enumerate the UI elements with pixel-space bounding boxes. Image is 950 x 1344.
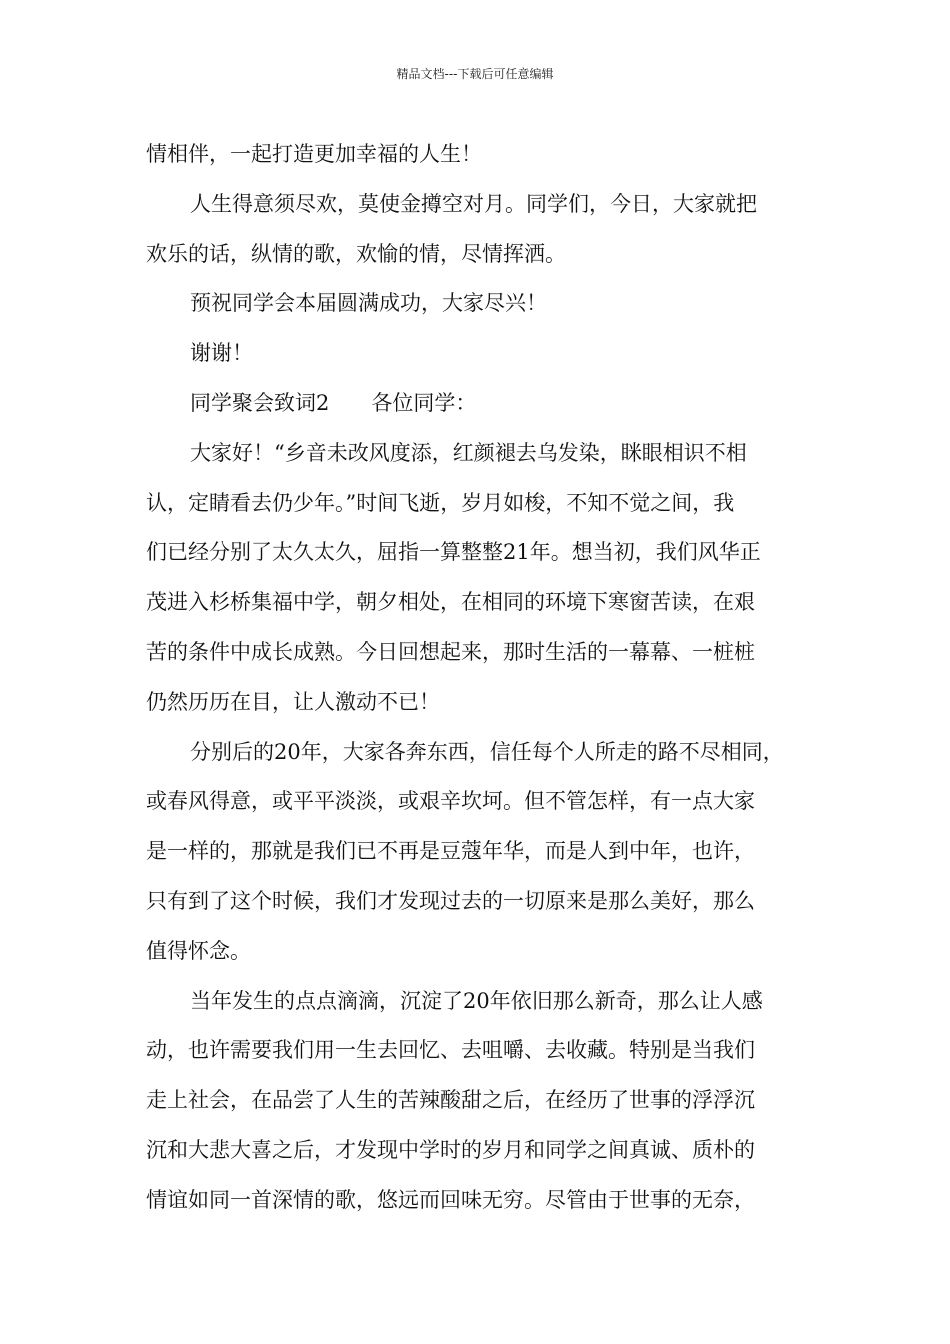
page-header: 精品文档---下载后可任意编辑 (396, 67, 554, 81)
text-line: 谢谢！ (190, 341, 253, 366)
text-line: 情谊如同一首深情的歌，悠远而回味无穷。尽管由于世事的无奈， (146, 1187, 755, 1212)
text-line: 苦的条件中成长成熟。今日回想起来，那时生活的一幕幕、一桩桩 (146, 639, 755, 664)
text-line: 欢乐的话，纵情的歌，欢愉的情，尽情挥洒。 (146, 241, 566, 266)
text-line: 认，定睛看去仍少年。”时间飞逝，岁月如梭，不知不觉之间，我 (146, 490, 735, 515)
text-line: 是一样的，那就是我们已不再是豆蔻年华，而是人到中年，也许， (146, 839, 755, 864)
text-line: 同学聚会致词2 各位同学： (190, 390, 477, 415)
text-line: 茂进入杉桥集福中学，朝夕相处，在相同的环境下寒窗苦读，在艰 (146, 590, 755, 615)
text-line: 只有到了这个时候，我们才发现过去的一切原来是那么美好，那么 (146, 888, 755, 913)
text-line: 情相伴，一起打造更加幸福的人生！ (146, 142, 482, 166)
text-line: 值得怀念。 (146, 938, 251, 963)
text-line: 仍然历历在目，让人激动不已！ (146, 689, 440, 714)
text-line: 们已经分别了太久太久，屈指一算整整21年。想当初，我们风华正 (146, 540, 761, 565)
text-line: 大家好！“乡音未改风度添，红颜褪去乌发染，眯眼相识不相 (190, 440, 747, 465)
document-body (146, 130, 836, 1226)
text-line: 分别后的20年，大家各奔东西，信任每个人所走的路不尽相同， (190, 739, 784, 764)
text-line: 当年发生的点点滴滴，沉淀了20年依旧那么新奇，那么让人感 (190, 988, 763, 1013)
text-line: 沉和大悲大喜之后，才发现中学时的岁月和同学之间真诚、质朴的 (146, 1137, 755, 1162)
text-line: 动，也许需要我们用一生去回忆、去咀嚼、去收藏。特别是当我们 (146, 1038, 755, 1063)
text-line: 或春风得意，或平平淡淡，或艰辛坎坷。但不管怎样，有一点大家 (146, 789, 755, 814)
text-line: 预祝同学会本届圆满成功，大家尽兴！ (190, 291, 547, 316)
text-line: 人生得意须尽欢，莫使金撙空对月。同学们，今日，大家就把 (190, 191, 757, 216)
text-line: 走上社会，在品尝了人生的苦辣酸甜之后，在经历了世事的浮浮沉 (146, 1088, 755, 1113)
